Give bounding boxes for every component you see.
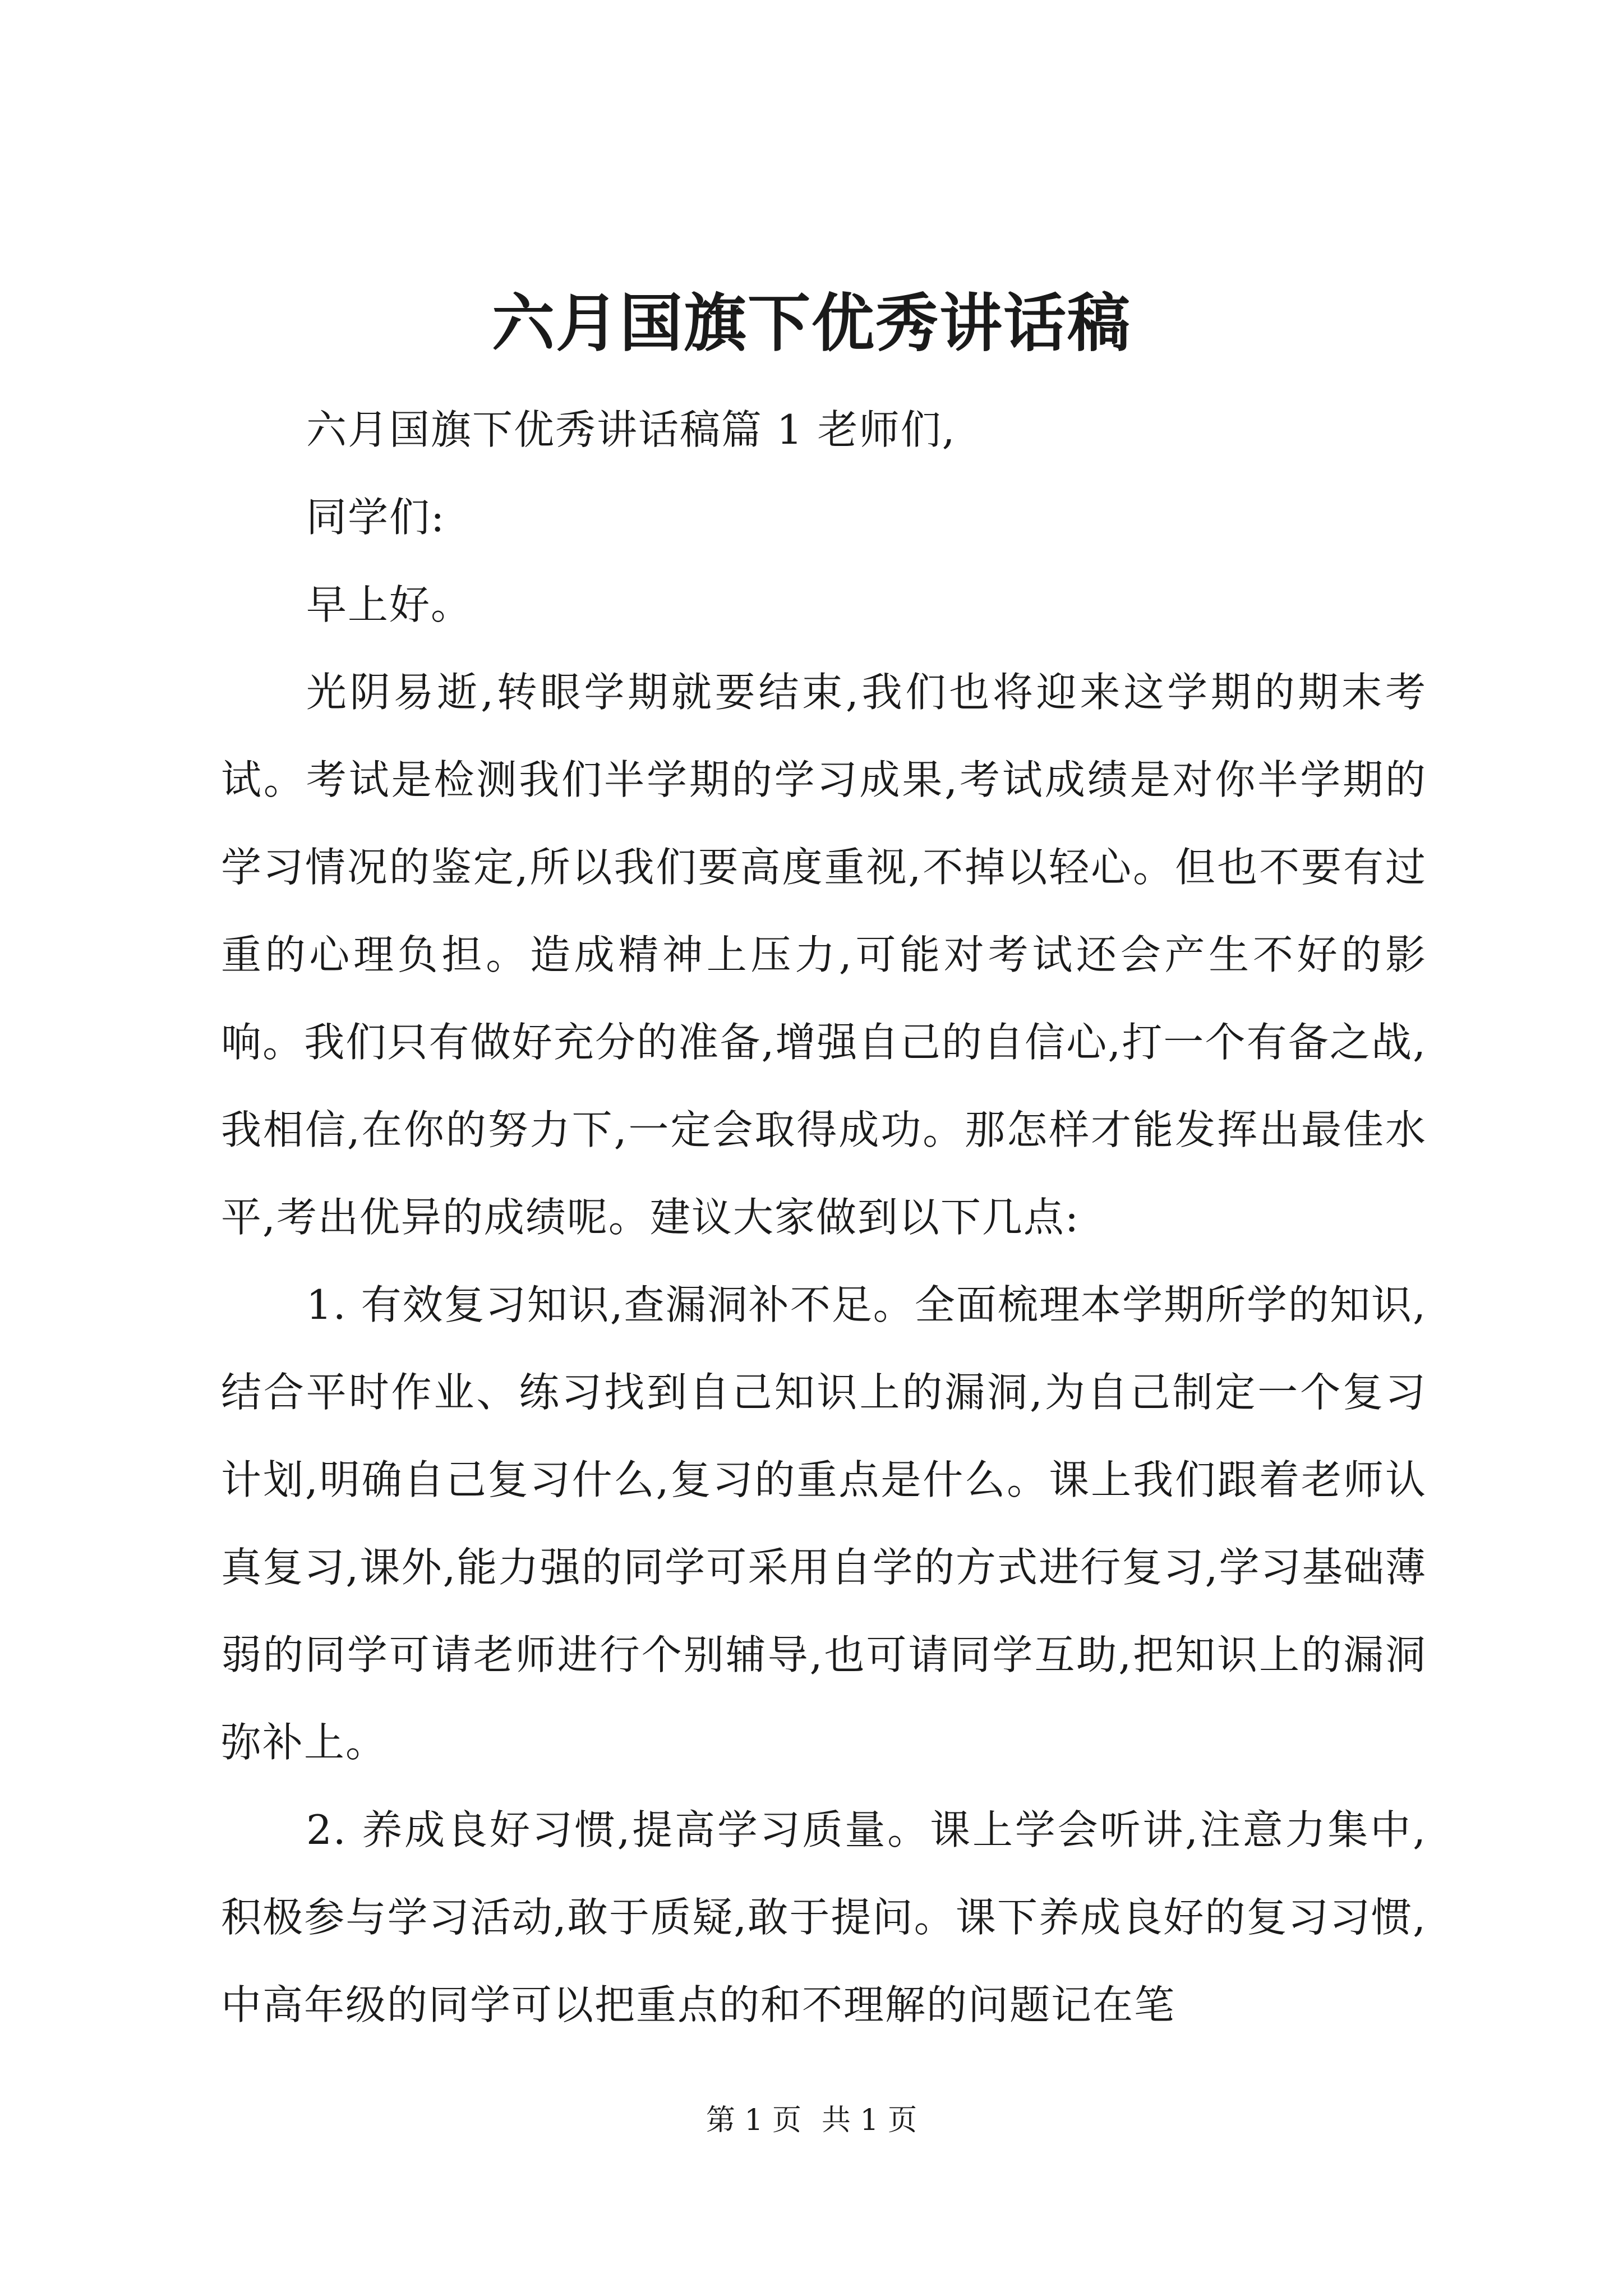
document-title: 六月国旗下优秀讲话稿 [492,287,1131,360]
document-body [221,386,1427,2049]
page-footer [0,2101,1623,2140]
page-number: 第 1 页 [706,2104,801,2137]
paragraph-good-morning: 早上好。 [306,581,473,628]
paragraph-point-1: 1. 有效复习知识,查漏洞补不足。全面梳理本学期所学的知识,结合平时作业、练习找到自己知识上的漏洞,为自己制定一个复习计划,明确自己复习什么,复习的重点是什么。课上我们跟着老师认真复习,课外,能力强的同学可采用自学的方式进行复习,学习基础薄弱的同学可请老师进行个别辅导,也可请同学互助,把知识上的漏洞弥补上。 [221,1281,1427,1766]
paragraph-intro: 光阴易逝,转眼学期就要结束,我们也将迎来这学期的期末考试。考试是检测我们半学期的学习成果,考试成绩是对你半学期的学习情况的鉴定,所以我们要高度重视,不掉以轻心。但也不要有过重的心理负担。造成精神上压力,可能对考试还会产生不好的影响。我们只有做好充分的准备,增强自己的自信心,打一个有备之战,我相信,在你的努力下,一定会取得成功。那怎样才能发挥出最佳水平,考出优异的成绩呢。建议大家做到以下几点: [221,669,1427,1241]
paragraph-greeting-teachers: 六月国旗下优秀讲话稿篇 1 老师们, [306,406,956,453]
paragraph-greeting-students: 同学们: [306,494,446,541]
paragraph-point-2: 2. 养成良好习惯,提高学习质量。课上学会听讲,注意力集中,积极参与学习活动,敢于质疑,敢于提问。课下养成良好的复习习惯,中高年级的同学可以把重点的和不理解的问题记在笔 [221,1806,1427,2028]
page-total: 共 1 页 [822,2104,917,2137]
